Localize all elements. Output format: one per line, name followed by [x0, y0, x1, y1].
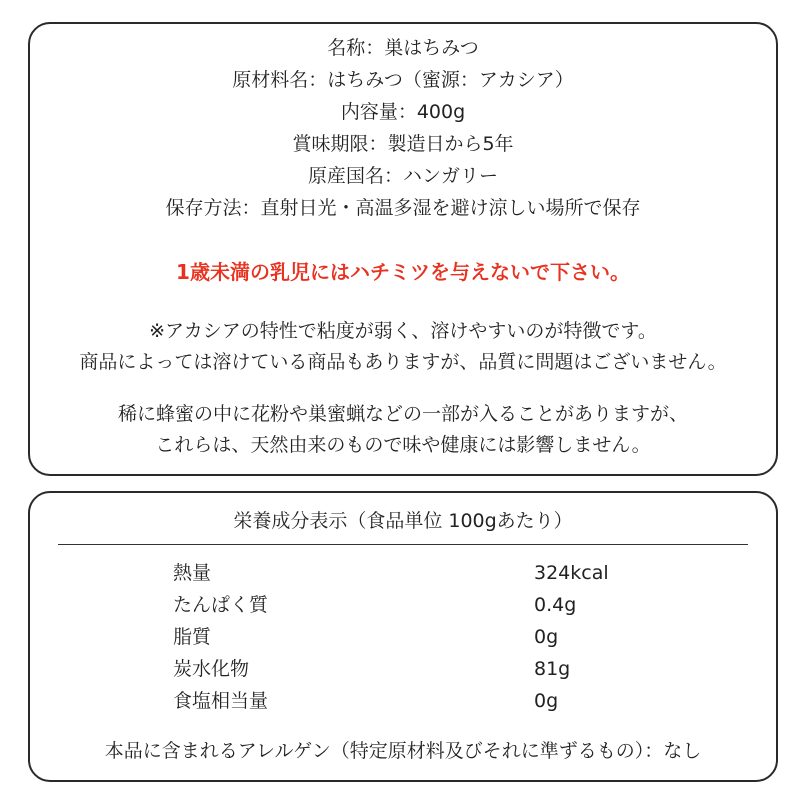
- nutrition-name: 脂質: [173, 626, 212, 648]
- nutrition-row: [30, 623, 776, 655]
- allergen-statement: 本品に含まれるアレルゲン（特定原材料及びそれに準ずるもの）：なし: [104, 740, 702, 762]
- nutrition-divider: [58, 544, 748, 545]
- nutrition-name: たんぱく質: [173, 594, 269, 616]
- note-natural: これらは、天然由来のもので味や健康には影響しません。: [155, 434, 651, 456]
- nutrition-value: 0g: [534, 626, 559, 648]
- nutrition-value: 324kcal: [534, 562, 609, 584]
- contents-amount: 内容量：400g: [340, 101, 466, 123]
- nutrition-value: 81g: [534, 658, 571, 680]
- nutrition-row: [30, 591, 776, 623]
- note-pollen: 稀に蜂蜜の中に花粉や巣蜜蝋などの一部が入ることがありますが、: [117, 403, 688, 425]
- product-name: 名称：巣はちみつ: [327, 37, 479, 59]
- note-melted: 商品によっては溶けている商品もありますが、品質に問題はございません。: [79, 351, 727, 373]
- infant-warning: 1歳未満の乳児にはハチミツを与えないで下さい。: [176, 260, 630, 284]
- product-info-panel: [28, 22, 778, 476]
- storage-method: 保存方法：直射日光・高温多湿を避け涼しい場所で保存: [165, 197, 641, 219]
- nutrition-row: [30, 655, 776, 687]
- nutrition-value: 0.4g: [534, 594, 577, 616]
- best-before: 賞味期限：製造日から5年: [292, 133, 514, 155]
- note-viscosity: ※アカシアの特性で粘度が弱く、溶けやすいのが特徴です。: [149, 320, 657, 342]
- country-of-origin: 原産国名：ハンガリー: [307, 165, 498, 187]
- nutrition-name: 熱量: [173, 562, 212, 584]
- nutrition-title: 栄養成分表示（食品単位 100gあたり）: [233, 510, 573, 532]
- nutrition-value: 0g: [534, 690, 559, 712]
- nutrition-name: 食塩相当量: [173, 690, 269, 712]
- nutrition-panel: [28, 491, 778, 782]
- nutrition-row: [30, 687, 776, 719]
- ingredients: 原材料名：はちみつ（蜜源：アカシア）: [232, 69, 574, 91]
- nutrition-row: [30, 559, 776, 591]
- nutrition-name: 炭水化物: [173, 658, 250, 680]
